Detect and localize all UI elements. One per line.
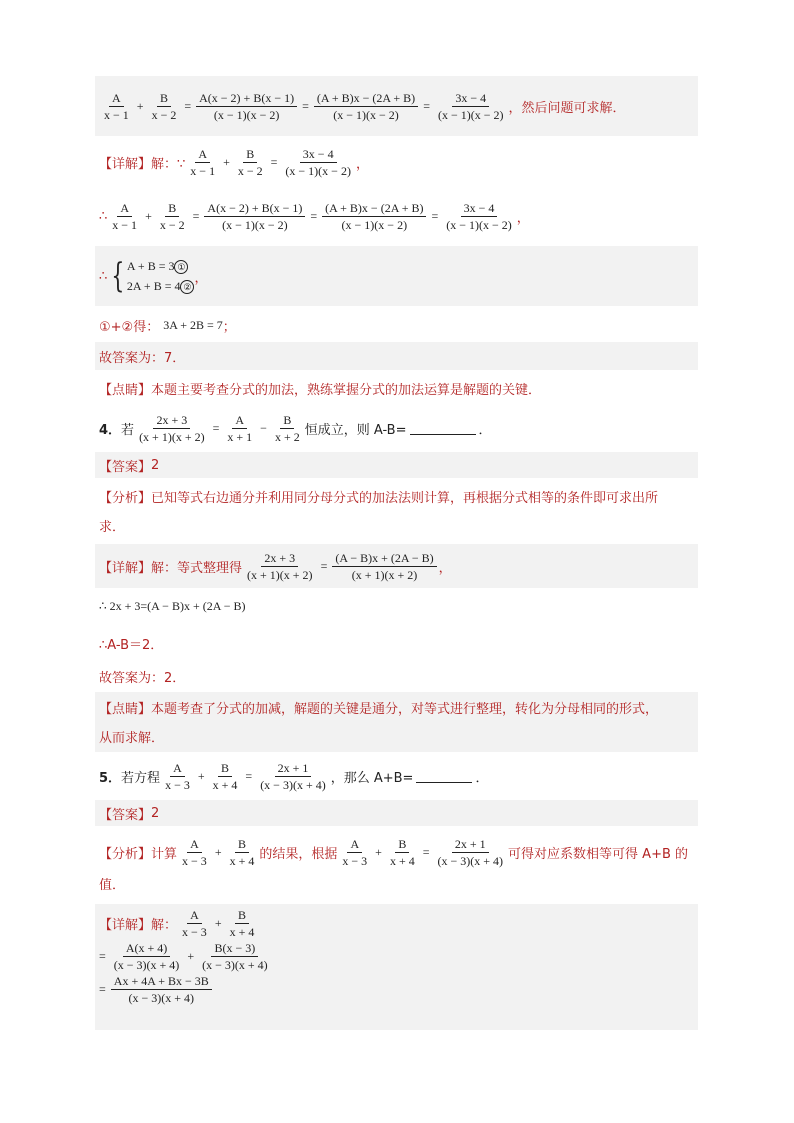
fraction: $\frac{A}{x - 3}$ [165,760,190,792]
fraction: $\frac{2x + 3}{(x + 1)(x + 2)}$ [247,550,313,582]
fraction: $\frac{A}{x - 1}$ [112,200,138,232]
fraction: $\frac{A}{x - 1}$ [190,146,216,178]
therefore-line: ∴ 2x + 3=(A − B)x + (2A − B) [99,598,246,613]
answer-line: 【答案】 2 [95,452,698,478]
fraction: $\frac{A(x - 2) + B(x - 1)}{(x - 1)(x - 2)}$ [196,91,297,122]
fraction: $\frac{3x - 4}{(x - 1)(x - 2)}$ [446,200,512,232]
note-line: 【点睛】 本题主要考查分式的加法，熟练掌握分式的加法运算是解题的关键． [99,382,542,398]
note-line: 【点睛】本题考查了分式的加减，解题的关键是通分，对等式进行整理，转化为分母相同的形式， 从而求解． [95,692,698,752]
question-4: 4． 若 $\frac{2x + 3}{(x + 1)(x + 2)}$ = $\frac{A}{x + 1}$ − $\frac{B}{x + 2}$ 恒成立，则 A-B= ． [99,412,492,444]
fraction: $\frac{B}{x + 4}$ [229,837,255,868]
fraction: $\frac{B}{x - 2}$ [237,146,263,178]
fraction: $\frac{A(x + 4)}{(x - 3)(x + 4)}$ [113,941,180,972]
fraction: $\frac{A}{x - 3}$ [182,837,207,868]
fraction: $\frac{B}{x + 2}$ [274,412,300,444]
equation-system: ∴ { A + B = 3 ① 2A + B = 4 ② ， [95,246,698,306]
fraction: $\frac{2x + 1}{(x - 3)(x + 4)}$ [260,760,326,792]
fraction: $\frac{A}{x - 3}$ [182,908,207,939]
fraction: $\frac{A}{x - 1}$ [104,90,129,122]
fraction: $\frac{2x + 3}{(x + 1)(x + 2)}$ [139,412,205,444]
detail-block: 【详解】 解： $\frac{A}{x - 3}$ + $\frac{B}{x + 4}$ = $\frac{A(x + 4)}{(x - 3)(x + 4)}$ + $\frac{B(x - 3)}{(x - 3)(x + 4)}$ = $\frac{Ax + 4A + Bx - 3B}{(x - 3)(x + 4)}$ [95,904,698,1030]
fraction: $\frac{B(x - 3)}{(x - 3)(x + 4)}$ [202,941,268,972]
fraction: $\frac{2x + 1}{(x - 3)(x + 4)}$ [437,837,504,868]
answer-line: 【答案】 2 [95,800,698,826]
fraction: $\frac{(A + B)x - (2A + B)}{(x - 1)(x - 2)}$ [314,91,418,122]
analysis-line: 【分析】已知等式右边通分并利用同分母分式的加法法则计算，再根据分式相等的条件即可求出所 求． [99,491,659,535]
fraction: $\frac{A}{x - 3}$ [342,837,368,868]
question-5: 5． 若方程 $\frac{A}{x - 3}$ + $\frac{B}{x + 4}$ = $\frac{2x + 1}{(x - 3)(x + 4)}$ ，那么 A+B= ． [99,760,489,792]
fraction: $\frac{B}{x - 2}$ [159,200,185,232]
fraction: $\frac{(A + B)x - (2A + B)}{(x - 1)(x - 2)}$ [322,201,426,232]
line-suffix: ，然后问题可求解． [508,100,626,116]
fraction: $\frac{(A - B)x + (2A - B)}{(x + 1)(x + 2)}$ [332,551,436,582]
fraction: $\frac{3x - 4}{(x - 1)(x - 2)}$ [437,90,504,122]
fraction: $\frac{A}{x + 1}$ [227,412,253,444]
fraction: $\frac{B}{x - 2}$ [151,90,177,122]
combine-line: ①+②得： 3A + 2B = 7 ； [99,317,236,335]
fraction: $\frac{B}{x + 4}$ [229,908,255,939]
answer-blank [416,770,472,783]
fraction: $\frac{Ax + 4A + Bx - 3B}{(x - 3)(x + 4)}$ [111,974,212,1005]
detail-prefix: 解：∵ [151,156,186,172]
fraction: $\frac{A(x - 2) + B(x - 1)}{(x - 1)(x - 2)}$ [204,201,305,232]
fraction: $\frac{B}{x + 4}$ [389,837,415,868]
detail-label: 【详解】 [99,156,152,172]
fraction: $\frac{B}{x + 4}$ [212,760,238,792]
final-answer: 故答案为：2． [99,670,186,686]
detail-line: 【详解】 解：等式整理得 $\frac{2x + 3}{(x + 1)(x + 2)}$ = $\frac{(A - B)x + (2A - B)}{(x + 1)(x + 2)}$ ， [95,544,698,588]
conclusion-line: ∴A-B＝2． [99,637,164,653]
detail-line: 【详解】 解：∵ $\frac{A}{x - 1}$ + $\frac{B}{x - 2}$ = $\frac{3x - 4}{(x - 1)(x - 2)}$ ， [99,146,369,178]
final-answer: 故答案为：7． [95,342,698,370]
answer-blank [410,422,476,435]
analysis-line: 【分析】 计算 $\frac{A}{x - 3}$ + $\frac{B}{x + 4}$ 的结果，根据 $\frac{A}{x - 3}$ + $\frac{B}{x + 4}$ = $\frac{2x + 1}{(x - 3)(x + 4)}$ 可得对应系数相等可得 A+B 的 值． [99,837,689,893]
fraction: $\frac{3x - 4}{(x - 1)(x - 2)}$ [285,146,351,178]
therefore-line: ∴ $\frac{A}{x - 1}$ + $\frac{B}{x - 2}$ = $\frac{A(x - 2) + B(x - 1)}{(x - 1)(x - 2)}$ = $\frac{(A + B)x - (2A + B)}{(x - 1)(x - 2)}$ = $\frac{3x - 4}{(x - 1)(x - 2)}$ ， [99,200,530,232]
solution-line-1: $\frac{A}{x - 1}$ + $\frac{B}{x - 2}$ = $\frac{A(x - 2) + B(x - 1)}{(x - 1)(x - 2)}$ = $\frac{(A + B)x - (2A + B)}{(x - 1)(x - 2)}$ = $\frac{3x - 4}{(x - 1)(x - 2)}$ ，然后问题可求解． [95,76,698,136]
